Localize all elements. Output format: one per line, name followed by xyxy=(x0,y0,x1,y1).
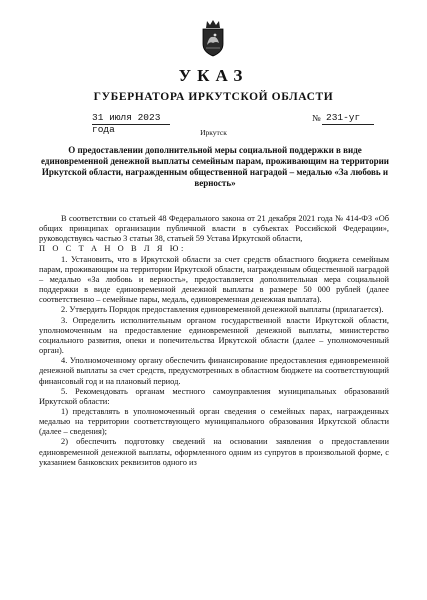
paragraph-item-1: 1. Установить, что в Иркутской области за счет средств областного бюджета семейным парам, проживающим на территории Иркутской области, награжденным общественной наградой – медалью «За любовь и верность», предоставляется дополнительная мера социальной поддержки в виде единовременной денежной выплаты в размере 50 000 рублей (далее соответственно – семейные пары, медаль, единовременная денежная выплата). xyxy=(39,254,389,305)
decree-body xyxy=(39,214,389,468)
number-label: № xyxy=(312,113,321,123)
issuer-title: ГУБЕРНАТОРА ИРКУТСКОЙ ОБЛАСТИ xyxy=(93,91,334,103)
decree-date: 31 июля 2023 года xyxy=(92,112,170,125)
paragraph-decree-word: П О С Т А Н О В Л Я Ю: xyxy=(39,244,186,254)
paragraph-subitem-2: 2) обеспечить подготовку сведений на основании заявления о предоставлении единовременной денежной выплаты, оформленного одним из супругов в произвольной форме, с указанием банковских реквизитов одного из xyxy=(39,437,389,467)
decree-number: 231-уг xyxy=(322,112,374,125)
coat-of-arms-emblem-icon xyxy=(198,18,228,58)
paragraph-item-2: 2. Утвердить Порядок предоставления единовременной денежной выплаты (прилагается). xyxy=(61,305,384,315)
paragraph-subitem-1: 1) представлять в уполномоченный орган сведения о семейных парах, награжденных медалью на территории соответствующего муниципального образования Иркутской области (далее – сведения); xyxy=(39,406,389,437)
city-label: Иркутск xyxy=(200,128,227,137)
paragraph-item-4: 4. Уполномоченному органу обеспечить финансирование предоставления единовременной денежной выплаты за счет средств, предусмотренных в областном бюджете на соответствующий финансовый год и на плановый период. xyxy=(39,356,389,386)
paragraph-preamble: В соответствии со статьей 48 Федерального закона от 21 декабря 2021 года № 414-ФЗ «Об общих принципах организации публичной власти в субъектах Российской Федерации», руководствуясь частью 3 статьи 38, статьей 59 Устава Иркутской области, xyxy=(39,214,389,244)
decree-heading: О предоставлении дополнительной меры социальной поддержки в виде единовременной денежной выплаты семейным парам, проживающим на территории Иркутской области, награжденным общественной наградой – медалью «За любовь и верность» xyxy=(41,145,389,188)
paragraph-item-5: 5. Рекомендовать органам местного самоуправления муниципальных образований Иркутской области: xyxy=(39,386,389,406)
paragraph-item-3: 3. Определить исполнительным органом государственной власти Иркутской области, уполномоченным на предоставление единовременной денежной выплаты, министерство социального развития, опеки и попечительства Иркутской области (далее – уполномоченный орган). xyxy=(39,315,389,356)
document-type-title: УКАЗ xyxy=(178,66,249,85)
